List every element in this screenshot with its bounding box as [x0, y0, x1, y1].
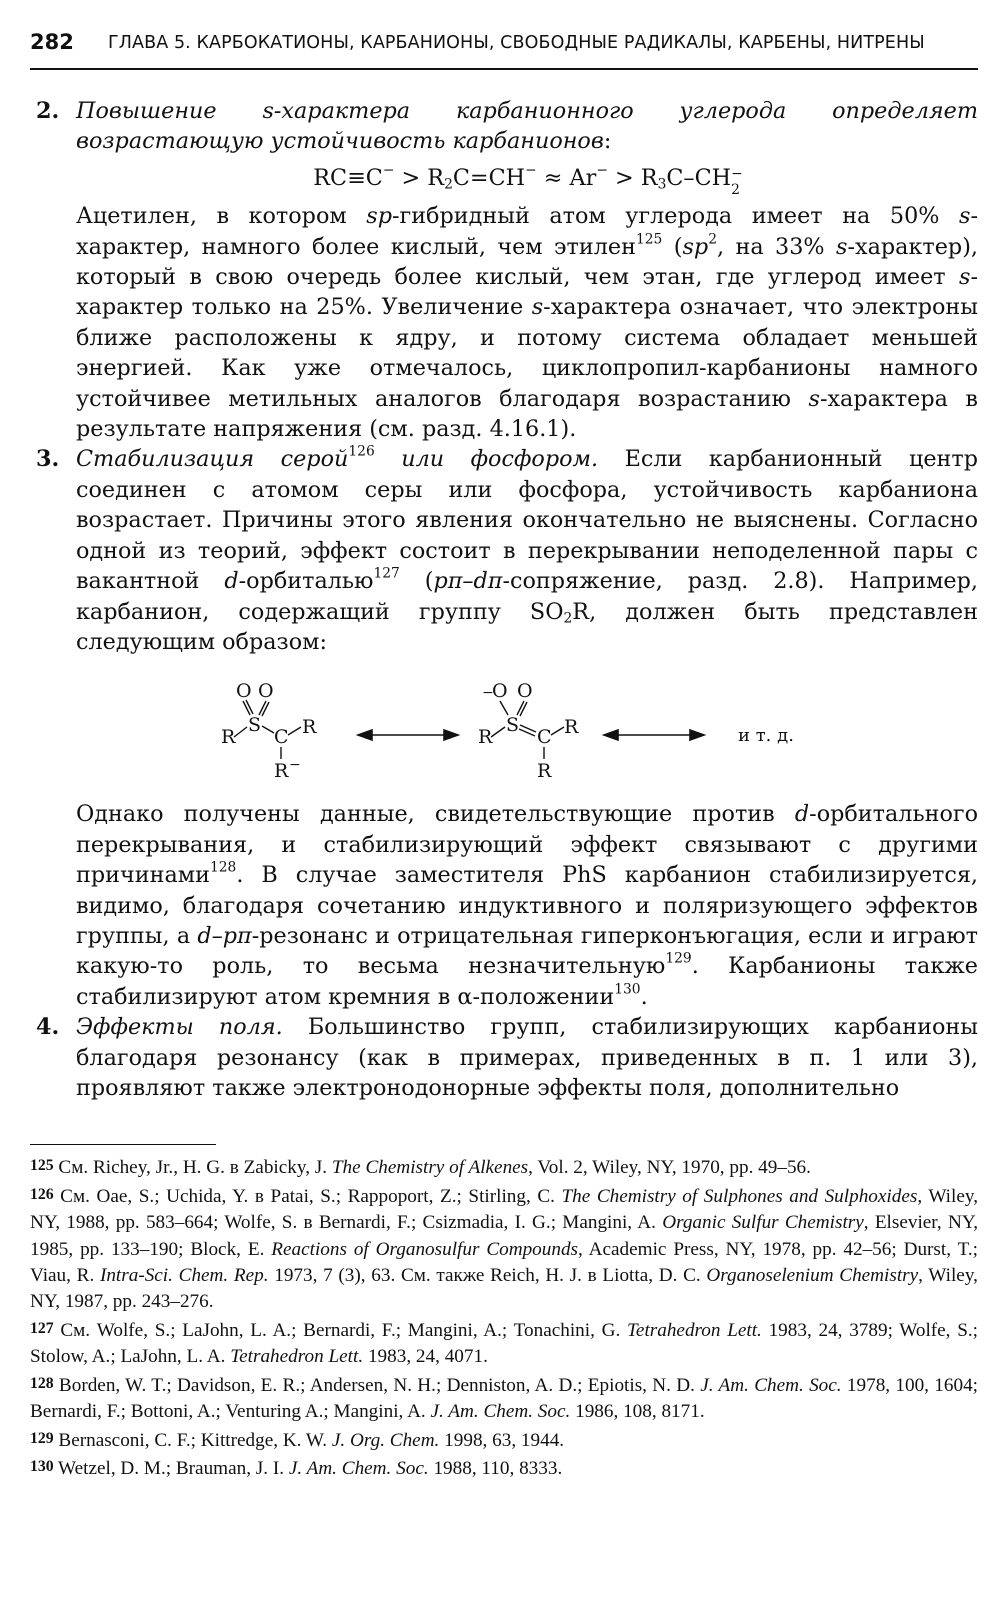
- bond: [246, 700, 253, 714]
- text: d–pπ: [197, 922, 252, 949]
- text: s: [808, 385, 820, 412]
- arrow-head: [444, 730, 458, 740]
- text: Intra-Sci. Chem. Rep.: [99, 1264, 269, 1286]
- text: Tetrahedron Lett.: [230, 1346, 364, 1368]
- paragraph: [30, 799, 978, 1012]
- superscript: 2: [708, 231, 717, 248]
- footnote-129: [30, 1426, 978, 1455]
- text: , Academic Press, NY, 1978, pp. 42–56; Durst, T.; Viau, R.: [30, 1238, 978, 1286]
- text: Большинство групп, стабилизирующих карбанионы благодаря резонансу (как в примерах, приведенных в п. 1 или 3), проявляют также электронодонорные эффекты поля, дополнительно: [76, 1014, 978, 1101]
- footnote-number: 129: [30, 1429, 54, 1447]
- bond: [243, 701, 250, 715]
- lead-text: Эффекты поля.: [76, 1014, 283, 1041]
- text: Borden, W. T.; Davidson, E. R.; Andersen, N. H.; Denniston, A. D.; Epiotis, N. D.: [53, 1374, 701, 1396]
- formula-subscript: 3: [657, 176, 667, 193]
- arrow-head: [604, 730, 618, 740]
- footnote-130: [30, 1454, 978, 1483]
- resonance-structures-svg: [76, 667, 956, 785]
- lead-text: или фосфором.: [374, 446, 599, 473]
- text: .: [640, 983, 648, 1010]
- list-item-2: [30, 96, 978, 157]
- paragraph: [76, 1012, 978, 1103]
- text: 1983, 24, 3789; Wolfe, S.; Stolow, A.; LaJohn, L. A.: [30, 1319, 979, 1368]
- text: The Chemistry of Alkenes: [331, 1157, 529, 1179]
- text: s: [959, 264, 971, 291]
- running-head: ГЛАВА 5. КАРБОКАТИОНЫ, КАРБАНИОНЫ, СВОБОДНЫЕ РАДИКАЛЫ, КАРБЕНЫ, НИТРЕНЫ: [108, 33, 925, 53]
- bonds: [234, 700, 301, 759]
- text: 1988, 110, 8333.: [428, 1458, 563, 1480]
- text: Если карбанионный центр соединен с атомом серы или фосфора, устойчивость карбаниона возрастает. Причины этого явления окончательно не выяснены. Согласно одной из теорий, эффект состоит в перекрывании неподеленной пары с вакантной: [76, 446, 978, 595]
- bond: [288, 727, 301, 735]
- text: . Карбанионы также стабилизируют атом кремния в α-положении: [76, 953, 978, 1010]
- text: (: [399, 568, 434, 595]
- page-number: 282: [30, 30, 74, 54]
- footnote-ref: 125: [635, 231, 663, 248]
- text: -характера означает, что электроны ближе расположены к ядру, и потому система обладает меньшей энергией. Как уже отмечалось, циклопропил-карбанионы намного устойчивее метильных аналогов благодаря возрастанию: [76, 294, 979, 412]
- footnote-number: 130: [30, 1458, 54, 1476]
- formula-part: RC≡C: [313, 164, 383, 191]
- footnote-divider: [30, 1144, 216, 1145]
- text: d: [224, 568, 239, 595]
- text: sp: [366, 203, 392, 230]
- formula-part: ≈ Ar: [536, 164, 597, 191]
- atom-label: O: [258, 680, 274, 703]
- item-number: 4.: [36, 1014, 60, 1041]
- atom-label: R: [564, 716, 579, 739]
- bond: [491, 727, 505, 737]
- formula-charge: −: [596, 162, 608, 179]
- lead-text: Повышение: [76, 98, 263, 124]
- text: Organoselenium Chemistry: [706, 1264, 919, 1286]
- text: J. Am. Chem. Soc.: [700, 1374, 842, 1396]
- text: -резонанс и отрицательная гиперконъюгация, если и играют какую-то роль, то весьма незначительную: [76, 922, 978, 980]
- resonance-scheme: [76, 667, 978, 785]
- text: Wetzel, D. M.; Brauman, J. I.: [53, 1458, 289, 1480]
- text: Однако получены данные, свидетельствующие против: [76, 801, 795, 828]
- carbanion-stability-formula: $RC\equiv C^- > R_2C=CH^- \approx Ar^- > R_3C-CH$ − 2: [313, 162, 743, 198]
- footnote-number: 128: [30, 1374, 54, 1392]
- text: s: [959, 203, 971, 230]
- item-number: 3.: [36, 446, 60, 473]
- footnote-127: [30, 1316, 978, 1371]
- list-item-3: [30, 444, 978, 657]
- footnote-number: 126: [30, 1185, 54, 1203]
- text: , Wiley, NY, 1988, pp. 583–664; Wolfe, S. в Bernardi, F.; Csizmadia, I. G.; Mangini, A.: [30, 1185, 979, 1234]
- text: , Elsevier, NY, 1985, pp. 133–190; Block, E.: [30, 1212, 979, 1260]
- text: , на 33%: [716, 233, 837, 260]
- atom-label: O: [517, 680, 533, 703]
- atom-label: C: [537, 726, 552, 749]
- atom-label: R: [302, 716, 317, 739]
- page-header: [30, 28, 978, 70]
- footnote-number: 125: [30, 1157, 54, 1174]
- text: sp: [682, 233, 709, 260]
- formula-part: > R: [607, 164, 658, 191]
- text: 1983, 24, 4071.: [363, 1346, 488, 1368]
- text: , Vol. 2, Wiley, NY, 1970, pp. 49–56.: [528, 1157, 811, 1179]
- bond: [262, 726, 274, 733]
- text: -орбиталью: [238, 568, 374, 595]
- text: -характера в результате напряжения (см. разд. 4.16.1).: [76, 385, 978, 443]
- footnote-ref: 130: [614, 981, 641, 998]
- formula-part: C–CH: [666, 164, 732, 191]
- formula-part: > R: [394, 164, 445, 191]
- footnote-128: [30, 1371, 978, 1426]
- text: s: [836, 233, 848, 260]
- text: Reactions of Organosulfur Compounds: [271, 1238, 579, 1260]
- text: См. Wolfe, S.; LaJohn, L. A.; Bernardi, F.; Mangini, A.; Tonachini, G.: [53, 1319, 628, 1341]
- main-text: [30, 96, 978, 1103]
- bond: [259, 701, 266, 715]
- item-number: 2.: [36, 98, 60, 124]
- charge-label: −: [289, 757, 301, 774]
- lead-text: -характера карбанионного углерода определяет возрастающую устойчивость карбанионов: [76, 98, 978, 155]
- text: 1973, 7 (3), 63. См. также Reich, H. J. в Liotta, D. C.: [268, 1264, 707, 1286]
- bond: [262, 702, 269, 716]
- bond: [234, 727, 247, 737]
- bond: [551, 727, 564, 735]
- text: -сопряжение, разд. 2.8). Например, карбанион, содержащий группу SO: [76, 568, 978, 625]
- formula-part: C=CH: [452, 164, 526, 191]
- atom-label: S: [506, 714, 520, 737]
- resonance-arrow: [358, 730, 458, 740]
- structure-1: [221, 680, 317, 782]
- text: s: [531, 294, 544, 321]
- footnote-126: [30, 1182, 978, 1316]
- item-lead: [76, 96, 978, 157]
- text: J. Am. Chem. Soc.: [288, 1458, 429, 1480]
- text: (: [662, 233, 683, 260]
- text: R, должен быть представлен следующим образом:: [76, 598, 978, 655]
- footnote-ref: 128: [209, 859, 237, 876]
- atom-label: R: [274, 760, 289, 783]
- text: Ацетилен, в котором: [76, 203, 367, 230]
- text: . В случае заместителя PhS карбанион стабилизируется, видимо, благодаря сочетанию индуктивного и поляризующего эффектов группы, а: [76, 862, 978, 949]
- bonds: [491, 701, 564, 759]
- lead-text: s: [262, 98, 274, 124]
- text: См. Richey, Jr., H. G. в Zabicky, J.: [53, 1157, 332, 1179]
- footnote-ref: 127: [373, 565, 400, 582]
- bond: [517, 701, 524, 715]
- footnote-number: 127: [30, 1319, 54, 1337]
- text: J. Org. Chem.: [331, 1429, 440, 1451]
- atom-label: O: [236, 680, 252, 703]
- formula-subscript: 2: [444, 176, 453, 193]
- paragraph: [30, 201, 978, 444]
- text: Tetrahedron Lett.: [627, 1319, 762, 1341]
- bond: [520, 702, 527, 716]
- atom-label: R: [537, 760, 552, 783]
- arrow-head: [358, 730, 372, 740]
- formula-charge: −: [382, 162, 395, 179]
- footnote-ref: 126: [348, 444, 375, 461]
- text: См. Oae, S.; Uchida, Y. в Patai, S.; Rappoport, Z.; Stirling, C.: [53, 1185, 562, 1207]
- lead-text: Стабилизация серой: [76, 446, 349, 473]
- paragraph: [76, 444, 978, 657]
- text: The Chemistry of Sulphones and Sulphoxides: [561, 1185, 918, 1207]
- text: pπ–dπ: [433, 568, 503, 595]
- text: -орбитального перекрывания, и стабилизирующий эффект связывают с другими причинами: [76, 801, 978, 889]
- atom-label: C: [274, 726, 289, 749]
- text: Bernasconi, C. F.; Kittredge, K. W.: [53, 1429, 332, 1451]
- text: d: [794, 801, 810, 828]
- charge-label: −: [482, 685, 494, 702]
- resonance-arrow: [604, 730, 704, 740]
- footnotes: [30, 1144, 978, 1483]
- text: J. Am. Chem. Soc.: [430, 1401, 571, 1423]
- atom-label: R: [478, 726, 493, 749]
- text: , Wiley, NY, 1987, pp. 243–276.: [30, 1264, 978, 1313]
- text: 1986, 108, 8171.: [570, 1401, 705, 1423]
- arrow-head: [690, 730, 704, 740]
- atom-label: O: [492, 680, 508, 703]
- text: -характер только на 25%. Увеличение: [76, 264, 978, 321]
- text: -характер), который в свою очередь более кислый, чем этан, где углерод имеет: [76, 233, 978, 291]
- text: 1998, 63, 1944.: [439, 1429, 565, 1451]
- atom-label: R: [221, 726, 236, 749]
- atom-label: S: [248, 714, 262, 737]
- list-item-4: [30, 1012, 978, 1103]
- footnote-125: [30, 1153, 978, 1182]
- text: -гибридный атом углерода имеет на 50%: [391, 203, 959, 230]
- formula-charge: −: [525, 162, 537, 179]
- etc-label: и т. д.: [738, 725, 794, 747]
- structure-2: [478, 680, 579, 782]
- lead-colon: :: [603, 128, 612, 155]
- text: 1978, 100, 1604; Bernardi, F.; Bottoni, A.; Venturing A.; Mangini, A.: [30, 1374, 978, 1423]
- bond: [500, 701, 508, 715]
- footnote-ref: 129: [665, 950, 692, 967]
- text: Organic Sulfur Chemistry: [662, 1212, 864, 1234]
- text: -характер, намного более кислый, чем этилен: [76, 203, 978, 260]
- subscript: 2: [563, 609, 573, 626]
